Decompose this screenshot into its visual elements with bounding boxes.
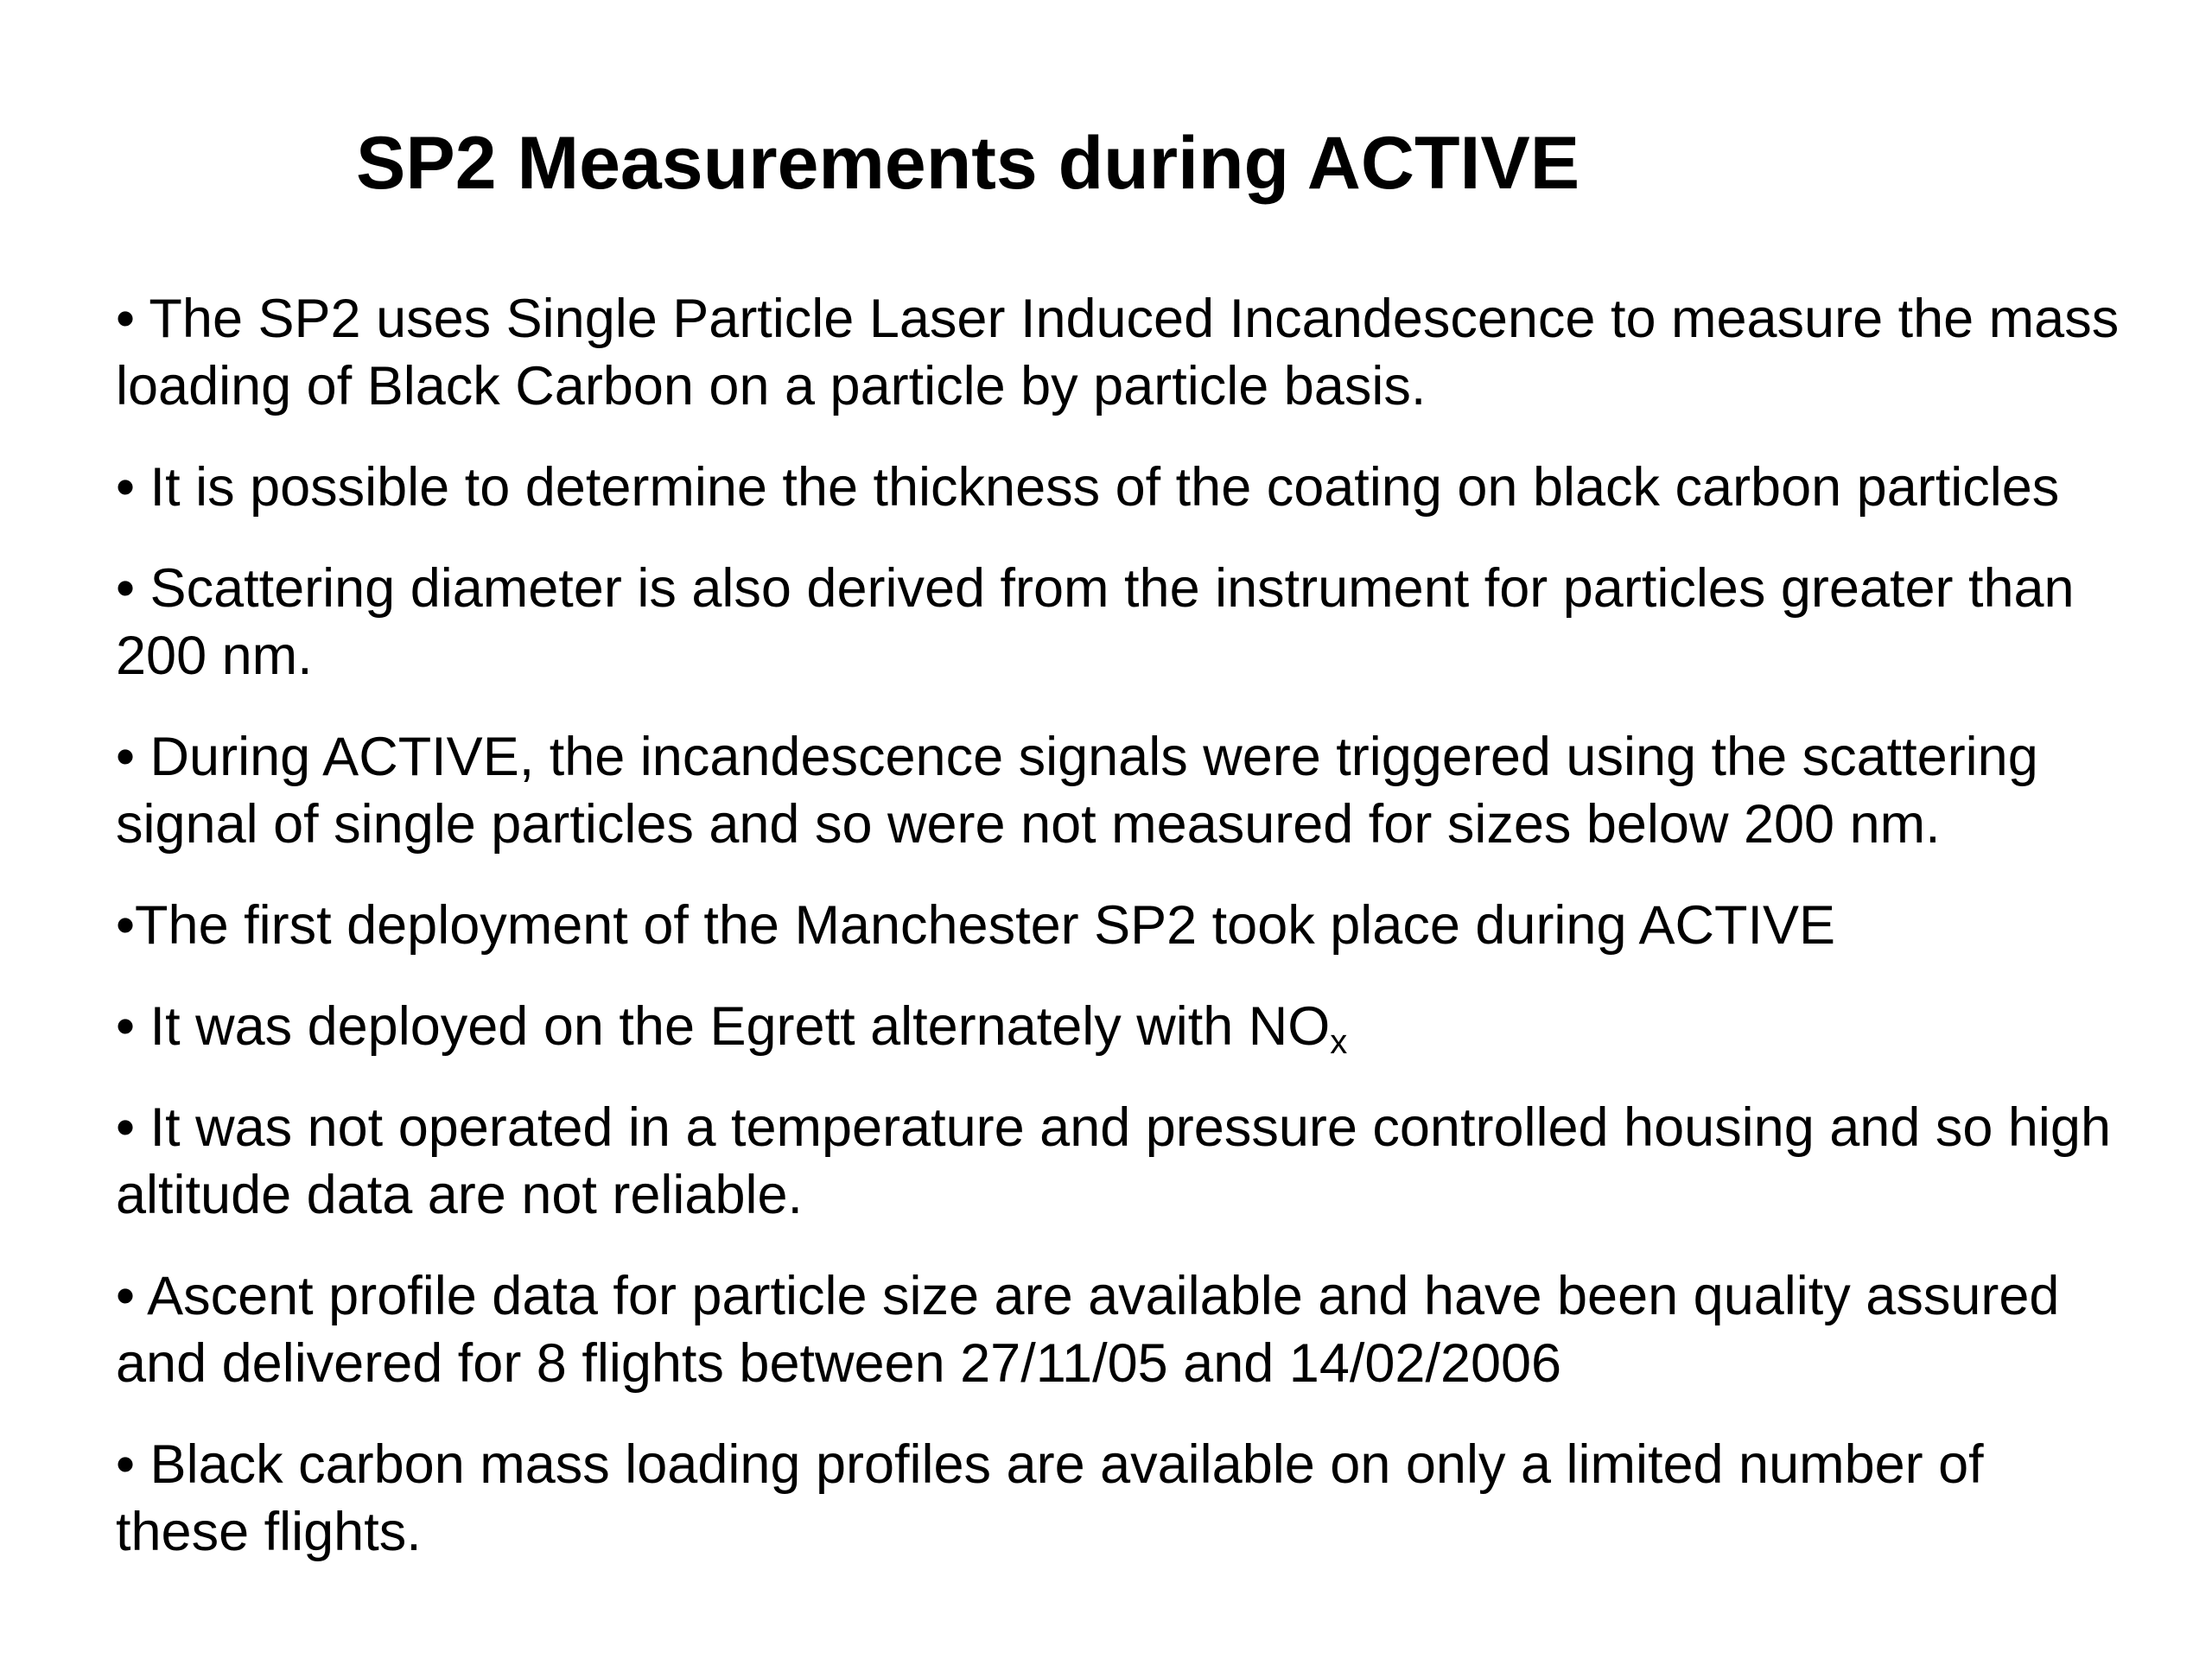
bullet-text: •The first deployment of the Manchester SP2 took place during ACTIVE — [116, 895, 1836, 956]
bullet-text: • It was not operated in a temperature and pressure controlled housing and so high altitude data are not reliable. — [116, 1097, 2112, 1225]
bullet-coating-thickness — [116, 454, 2129, 521]
bullet-sp2-method — [116, 285, 2129, 420]
bullet-text: • Scattering diameter is also derived from the instrument for particles greater than 200 nm. — [116, 558, 2075, 686]
bullet-egrett-deployment — [116, 993, 2129, 1060]
bullet-list — [116, 285, 2129, 1599]
bullet-text: • During ACTIVE, the incandescence signals were triggered using the scattering signal of single particles and so were not measured for sizes below 200 nm. — [116, 727, 2038, 855]
nox-subscript: x — [1330, 1023, 1348, 1061]
bullet-trigger-method — [116, 723, 2129, 858]
bullet-black-carbon-profiles — [116, 1431, 2129, 1566]
bullet-text: • It is possible to determine the thickness of the coating on black carbon particles — [116, 457, 2060, 518]
bullet-ascent-profile-data — [116, 1262, 2129, 1397]
bullet-text: • Ascent profile data for particle size are available and have been quality assured and delivered for 8 flights between 27/11/05 and 14/02/2006 — [116, 1266, 2060, 1394]
bullet-scattering-diameter — [116, 555, 2129, 690]
bullet-text: • It was deployed on the Egrett alternately with NO — [116, 996, 1331, 1057]
bullet-text: • The SP2 uses Single Particle Laser Induced Incandescence to measure the mass loading of Black Carbon on a particle by particle basis. — [116, 289, 2120, 416]
bullet-first-deployment — [116, 892, 2129, 959]
slide-title: SP2 Measurements during ACTIVE — [356, 122, 1580, 205]
bullet-text: • Black carbon mass loading profiles are available on only a limited number of these flights. — [116, 1434, 1984, 1562]
bullet-housing-reliability — [116, 1094, 2129, 1229]
